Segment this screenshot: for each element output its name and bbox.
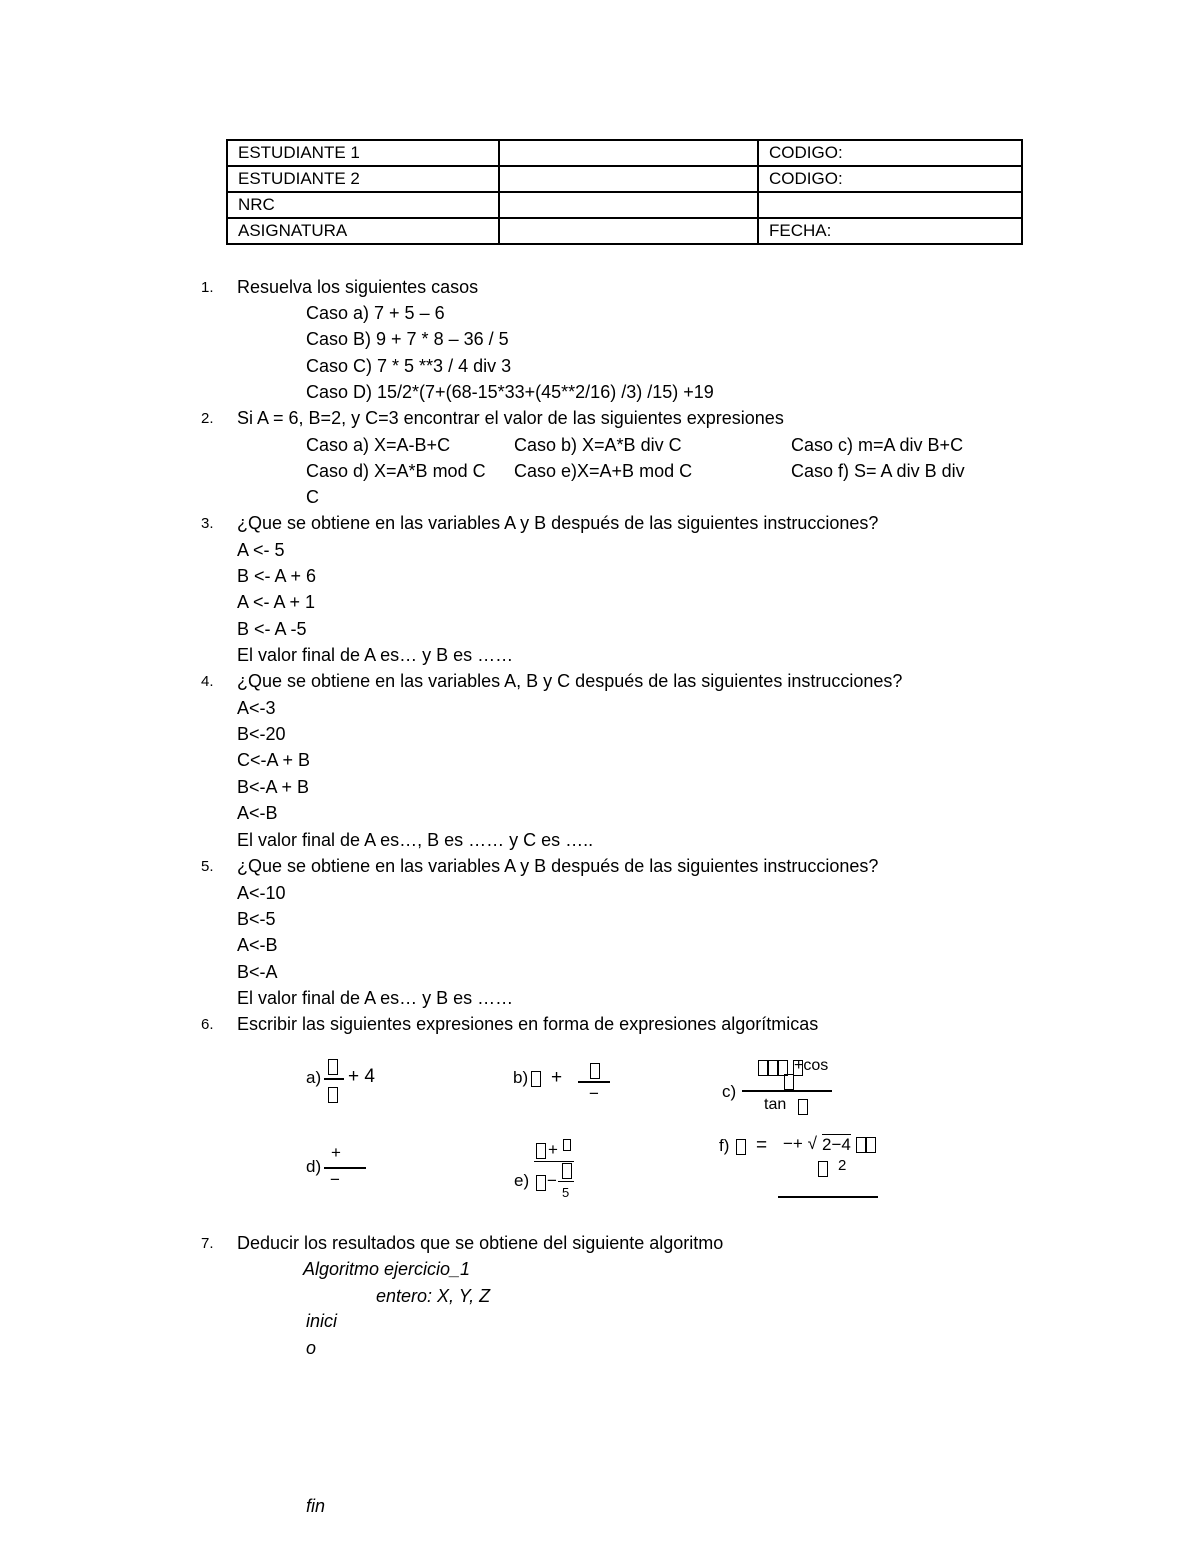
expr-label: f)	[719, 1136, 730, 1155]
variable-placeholder	[856, 1134, 866, 1154]
variable-placeholder	[563, 1134, 571, 1154]
instruction-line: B<-A + B	[237, 777, 310, 797]
row-label: ASIGNATURA	[227, 218, 499, 244]
instruction-line: B <- A + 6	[237, 566, 317, 586]
student-info-table	[226, 139, 1023, 245]
result-line: El valor final de A es… y B es ……	[237, 645, 514, 665]
denominator-placeholder	[328, 1084, 338, 1104]
numerator-term: −+ √	[783, 1134, 817, 1153]
fraction-bar	[578, 1081, 610, 1083]
expr-label: c)	[722, 1082, 737, 1101]
expr-term: + 4	[348, 1066, 375, 1087]
case-item: Caso a) 7 + 5 – 6	[306, 303, 445, 323]
case-item-continuation: C	[306, 487, 319, 507]
question-text: Escribir las siguientes expresiones en forma de expresiones algorítmicas	[237, 1014, 819, 1034]
denominator-term: −	[589, 1084, 599, 1103]
result-line: El valor final de A es…, B es …… y C es …..	[237, 830, 594, 850]
row-right-label	[758, 192, 1022, 218]
question-number: 6.	[201, 1016, 214, 1033]
radicand: 2−4	[822, 1135, 851, 1154]
row-value-field[interactable]	[499, 140, 758, 166]
numerator-placeholder	[328, 1056, 338, 1076]
question-text: ¿Que se obtiene en las variables A y B después de las siguientes instrucciones?	[237, 856, 879, 876]
keyword-inicio: inici	[306, 1311, 338, 1331]
instruction-line: A<-3	[237, 698, 276, 718]
row-right-label: CODIGO:	[758, 166, 1022, 192]
variable-placeholder	[784, 1071, 794, 1091]
keyword-inicio-continuation: o	[306, 1338, 317, 1358]
expr-term: +cos	[794, 1057, 829, 1074]
expr-label: a)	[306, 1068, 322, 1087]
fraction-bar	[742, 1090, 832, 1092]
variable-placeholder	[798, 1096, 808, 1116]
variable-placeholder	[536, 1140, 546, 1160]
table-row	[227, 166, 1022, 192]
variable-declaration: entero: X, Y, Z	[376, 1286, 491, 1306]
case-item: Caso D) 15/2*(7+(68-15*33+(45**2/16) /3) /15) +19	[306, 382, 714, 402]
denominator-term: 5	[562, 1185, 570, 1200]
denominator-term: tan	[764, 1096, 787, 1113]
question-number: 7.	[201, 1235, 214, 1252]
keyword-fin: fin	[306, 1496, 326, 1516]
instruction-line: B <- A -5	[237, 619, 307, 639]
case-item: Caso c) m=A div B+C	[791, 435, 964, 455]
question-text: ¿Que se obtiene en las variables A, B y C después de las siguientes instrucciones?	[237, 671, 903, 691]
case-item: Caso f) S= A div B div	[791, 461, 965, 481]
expr-operator: +	[551, 1067, 563, 1088]
row-label: ESTUDIANTE 2	[227, 166, 499, 192]
instruction-line: A<-B	[237, 935, 278, 955]
instruction-line: B<-20	[237, 724, 286, 744]
denominator-term: −	[330, 1170, 340, 1189]
fraction-bar	[558, 1181, 574, 1182]
question-text: ¿Que se obtiene en las variables A y B después de las siguientes instrucciones?	[237, 513, 879, 533]
instruction-line: A<-10	[237, 883, 286, 903]
fraction-bar	[324, 1167, 366, 1169]
instruction-line: A <- 5	[237, 540, 285, 560]
numerator-placeholder	[590, 1060, 600, 1080]
variable-placeholder	[562, 1160, 572, 1180]
row-right-label: CODIGO:	[758, 140, 1022, 166]
variable-placeholder	[818, 1158, 828, 1178]
question-number: 3.	[201, 515, 214, 532]
variable-placeholder	[866, 1134, 876, 1154]
expr-label: d)	[306, 1157, 322, 1176]
case-item: Caso d) X=A*B mod C	[306, 461, 486, 481]
case-item: Caso B) 9 + 7 * 8 – 36 / 5	[306, 329, 509, 349]
question-number: 2.	[201, 410, 214, 427]
expr-operator: =	[756, 1135, 768, 1156]
variable-placeholder	[736, 1136, 746, 1156]
question-text: Si A = 6, B=2, y C=3 encontrar el valor de las siguientes expresiones	[237, 408, 784, 428]
numerator-term: +	[331, 1143, 341, 1162]
case-item: Caso C) 7 * 5 **3 / 4 div 3	[306, 356, 512, 376]
variable-placeholder	[536, 1172, 546, 1192]
result-line: El valor final de A es… y B es ……	[237, 988, 514, 1008]
question-number: 4.	[201, 673, 214, 690]
fraction-bar	[778, 1196, 878, 1198]
table-row	[227, 140, 1022, 166]
case-item: Caso b) X=A*B div C	[514, 435, 682, 455]
question-text: Deducir los resultados que se obtiene del siguiente algoritmo	[237, 1233, 724, 1253]
expr-operator: +	[548, 1140, 558, 1159]
question-number: 1.	[201, 279, 214, 296]
question-number: 5.	[201, 858, 214, 875]
variable-placeholder	[531, 1068, 541, 1088]
instruction-line: B<-5	[237, 909, 276, 929]
case-item: Caso a) X=A-B+C	[306, 435, 451, 455]
expr-operator: −	[547, 1171, 557, 1190]
expr-label: b)	[513, 1068, 529, 1087]
row-right-label: FECHA:	[758, 218, 1022, 244]
case-item: Caso e)X=A+B mod C	[514, 461, 693, 481]
instruction-line: A<-B	[237, 803, 278, 823]
row-label: NRC	[227, 192, 499, 218]
instruction-line: A <- A + 1	[237, 592, 316, 612]
algorithm-name: Algoritmo ejercicio_1	[303, 1259, 471, 1279]
question-text: Resuelva los siguientes casos	[237, 277, 479, 297]
fraction-bar	[324, 1078, 344, 1080]
instruction-line: C<-A + B	[237, 750, 311, 770]
instruction-line: B<-A	[237, 962, 278, 982]
table-row	[227, 218, 1022, 244]
row-label: ESTUDIANTE 1	[227, 140, 499, 166]
table-row	[227, 192, 1022, 218]
row-value-field[interactable]	[499, 192, 758, 218]
row-value-field[interactable]	[499, 166, 758, 192]
expr-label: e)	[514, 1171, 530, 1190]
denominator-term: 2	[838, 1157, 847, 1174]
row-value-field[interactable]	[499, 218, 758, 244]
